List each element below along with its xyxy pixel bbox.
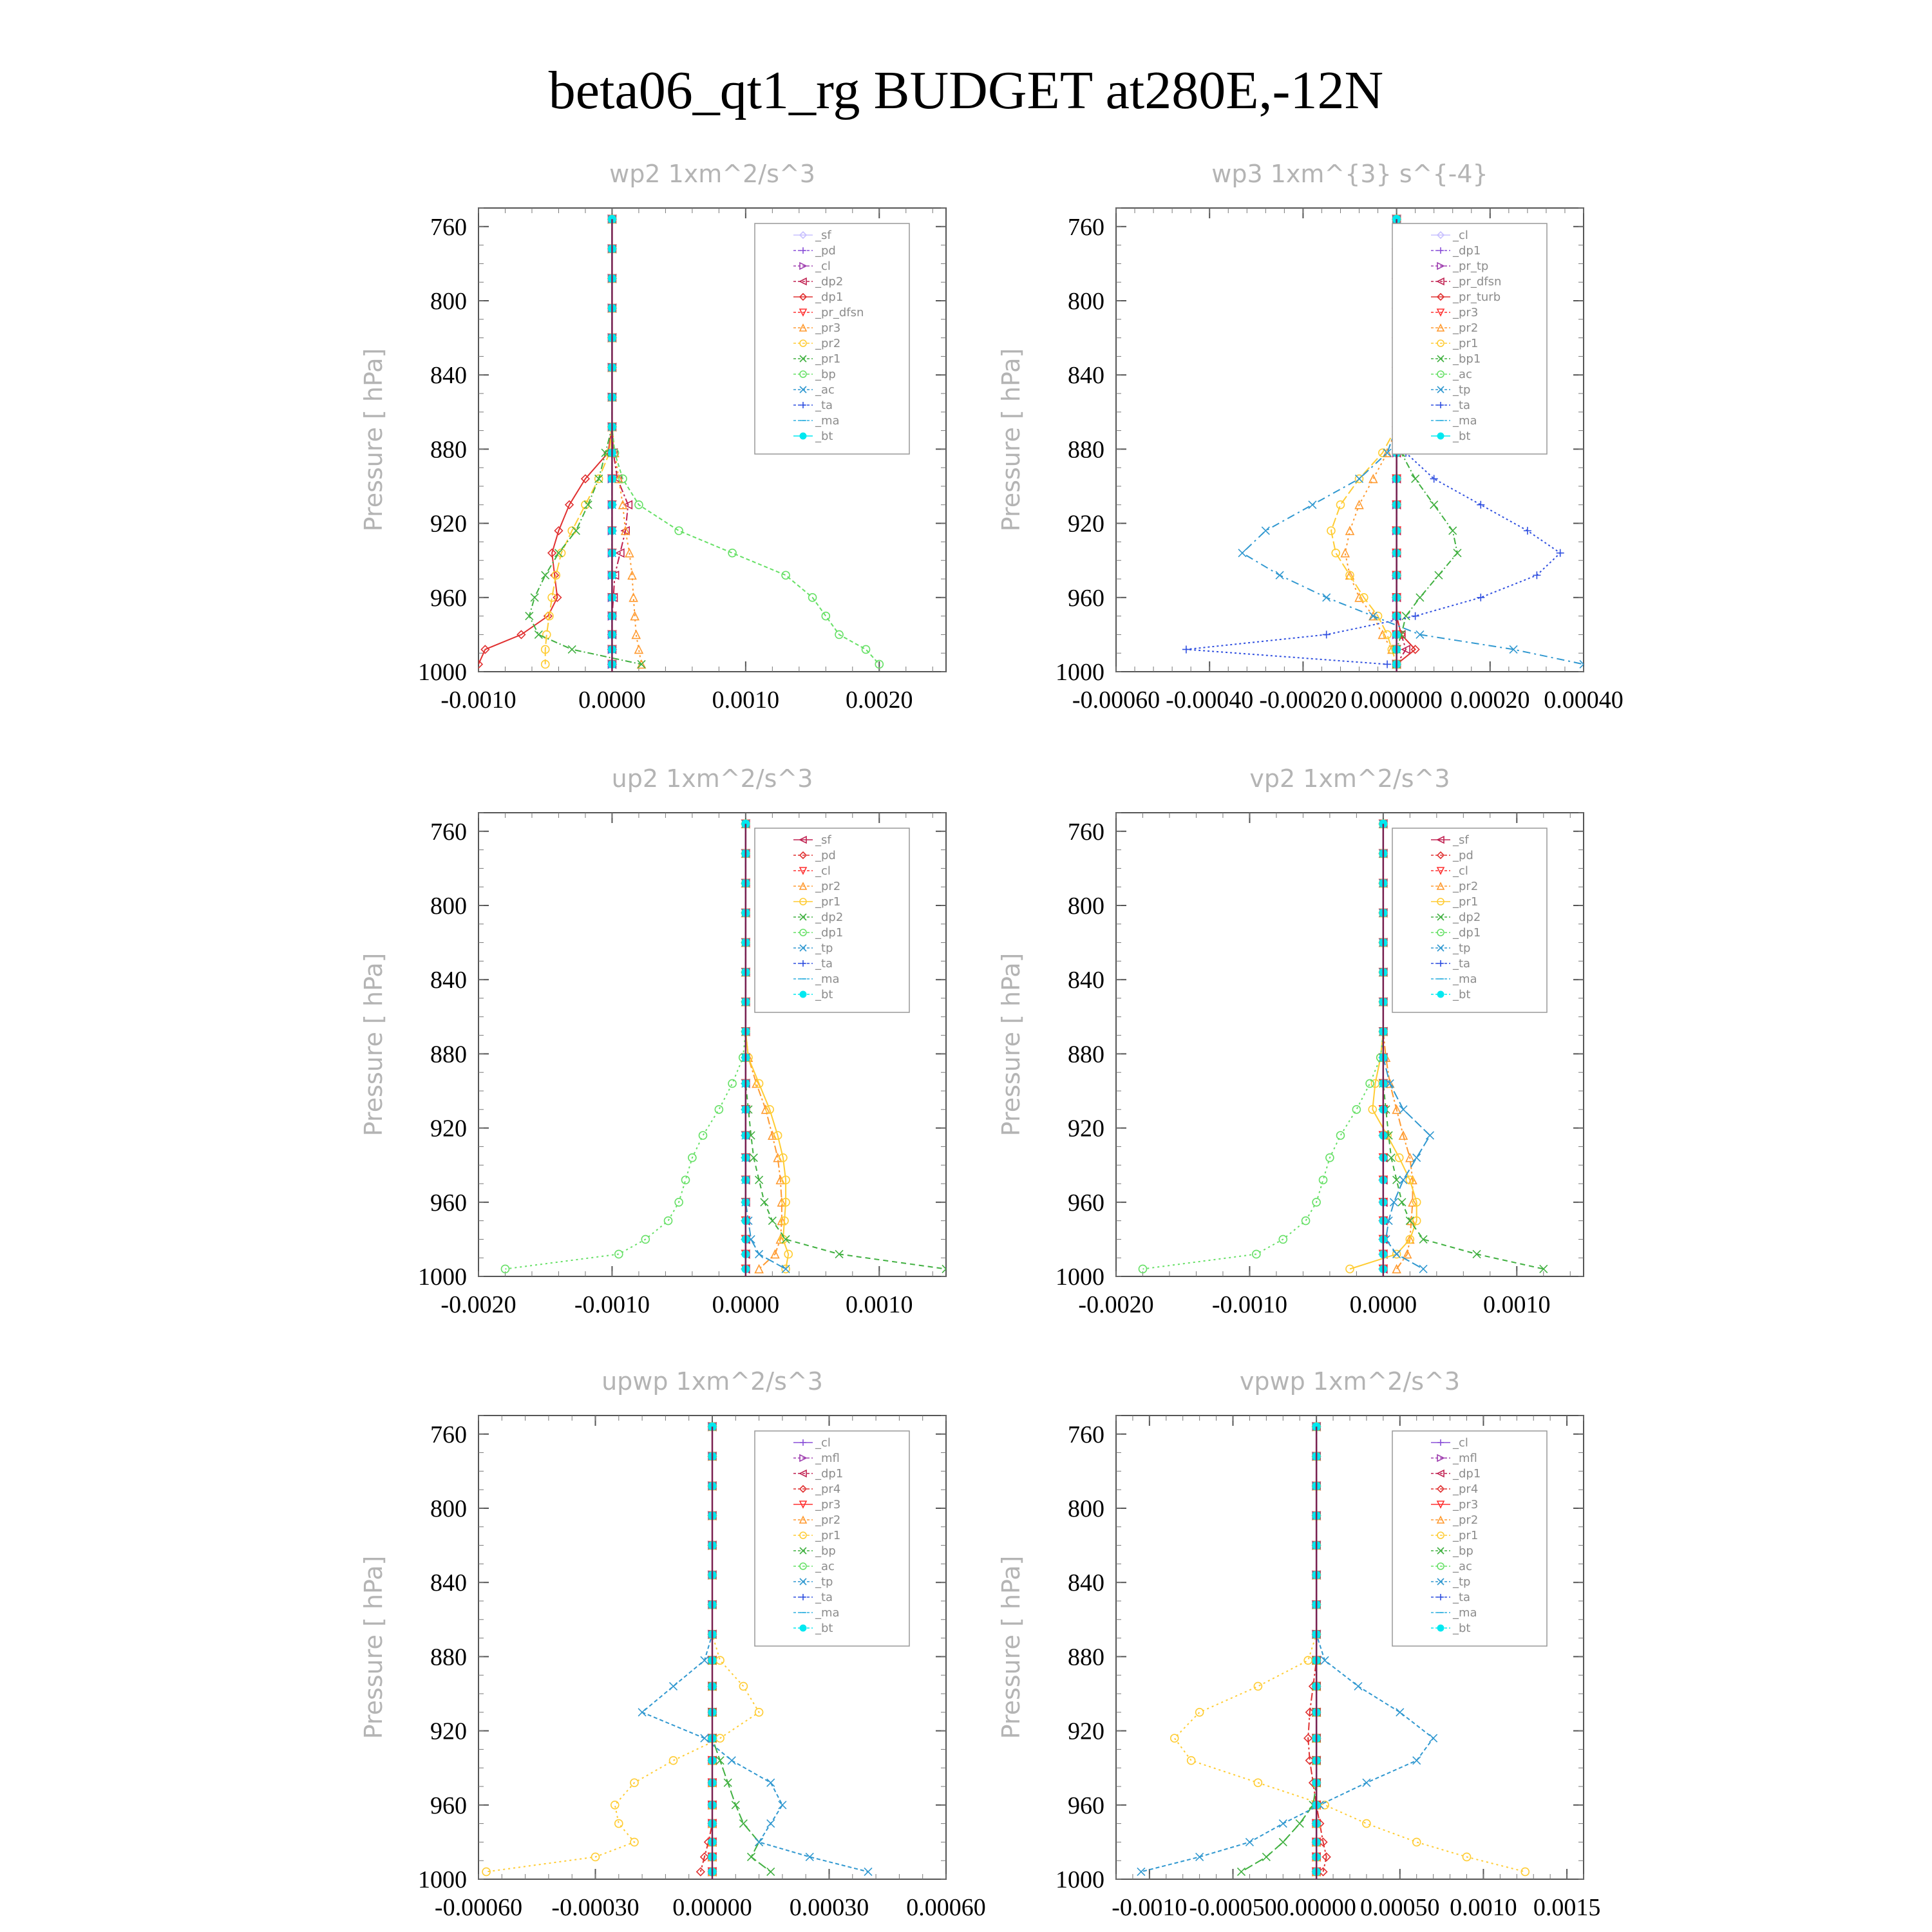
data-point-tp — [701, 1734, 708, 1742]
y-tick-label: 880 — [430, 1041, 467, 1068]
series-line-tp — [1141, 1426, 1434, 1871]
legend-label: _ac — [1453, 1560, 1472, 1573]
legend-label: _ta — [1453, 399, 1471, 412]
data-point-bp1 — [1454, 549, 1461, 557]
data-point-tp — [1399, 1106, 1407, 1113]
panel-title: vp2 1xm^2/s^3 — [1249, 764, 1450, 793]
data-point-ta — [1430, 475, 1438, 482]
data-point-dp1 — [728, 1079, 736, 1087]
data-point-bp — [782, 571, 790, 579]
x-tick-label: -0.0010 — [440, 687, 516, 714]
x-tick-label: 0.0020 — [846, 687, 913, 714]
legend-label: _cl — [1453, 864, 1468, 878]
legend-label: _cl — [815, 260, 831, 273]
panel-title: vpwp 1xm^2/s^3 — [1239, 1367, 1461, 1396]
data-point-pr1 — [1332, 549, 1340, 557]
data-point-dp2 — [761, 1198, 768, 1206]
y-tick-label: 800 — [430, 1495, 467, 1522]
data-point-tp — [638, 1709, 646, 1716]
y-tick-label: 840 — [430, 1569, 467, 1597]
legend-label: _pr3 — [815, 1498, 841, 1511]
data-point-tp — [1426, 1132, 1434, 1139]
data-point-bp — [1262, 1853, 1270, 1861]
data-point-bp — [748, 1853, 755, 1861]
data-point-pr1 — [526, 612, 533, 620]
data-point-tp — [1363, 1779, 1370, 1786]
x-tick-label: 0.0010 — [1450, 1894, 1517, 1921]
data-point-bp1 — [1402, 612, 1410, 620]
y-tick-label: 840 — [1068, 362, 1104, 390]
y-tick-label: 920 — [1068, 1718, 1104, 1745]
y-tick-label: 960 — [430, 584, 467, 612]
x-tick-label: -0.00060 — [1072, 687, 1160, 714]
x-tick-label: 0.0015 — [1533, 1894, 1601, 1921]
legend-label: _bp — [815, 1544, 836, 1558]
data-point-tp — [755, 1250, 763, 1258]
legend-label: _cl — [815, 1436, 831, 1450]
legend-label: _pd — [815, 244, 836, 258]
data-point-tp — [670, 1682, 677, 1690]
data-point-tp — [1419, 1265, 1427, 1273]
panel-title: wp2 1xm^2/s^3 — [609, 160, 815, 188]
legend-label: _pr1 — [815, 895, 841, 909]
data-point-tp — [1369, 612, 1377, 620]
y-tick-label: 1000 — [1056, 1264, 1104, 1291]
legend-label: _pr1 — [1453, 1529, 1479, 1542]
data-point-pr1 — [1188, 1757, 1195, 1765]
legend-label: _pr_tp — [1453, 260, 1489, 273]
data-point-pr1 — [572, 527, 580, 535]
data-point-tp — [1279, 1820, 1287, 1828]
data-point-tp — [1276, 571, 1283, 579]
data-point-tp — [1309, 501, 1316, 509]
y-tick-label: 840 — [1068, 967, 1104, 994]
y-tick-label: 1000 — [418, 1264, 467, 1291]
data-point-pr1 — [1304, 1656, 1312, 1664]
data-point-ta — [1477, 594, 1484, 601]
panel-4 — [997, 764, 1584, 1318]
legend-label: _dp1 — [1453, 926, 1481, 940]
legend-label: _cl — [815, 864, 831, 878]
legend-label: _ma — [815, 972, 840, 986]
x-tick-label: 0.000000 — [1350, 687, 1443, 714]
data-point-dp2 — [1398, 1198, 1406, 1206]
y-tick-label: 960 — [430, 1792, 467, 1819]
legend-label: _ta — [815, 957, 833, 971]
legend-label: _ta — [815, 399, 833, 412]
x-tick-label: 0.0000 — [1349, 1291, 1417, 1318]
legend-label: _cl — [1453, 229, 1468, 242]
series-line-bp — [1242, 1426, 1317, 1871]
data-point-ta — [1412, 612, 1419, 620]
panel-title: wp3 1xm^{3} s^{-4} — [1211, 160, 1488, 188]
data-point-pr1 — [670, 1757, 677, 1765]
legend-label: _pr3 — [1453, 306, 1479, 319]
data-point-bp — [716, 1757, 724, 1765]
legend-label: _ta — [1453, 1591, 1471, 1604]
legend-label: _ac — [1453, 368, 1472, 381]
series-line-dp1 — [506, 824, 746, 1269]
data-point-tp — [1196, 1853, 1204, 1861]
data-point-ta — [1477, 501, 1484, 509]
legend-label: _tp — [815, 942, 833, 955]
figure-title: beta06_qt1_rg BUDGET at280E,-12N — [548, 61, 1384, 120]
y-axis-label: Pressure [ hPa] — [359, 952, 388, 1137]
panels — [359, 160, 1624, 1921]
data-point-tp — [1245, 1838, 1253, 1846]
legend-label: _bp — [815, 368, 836, 381]
data-point-pr1 — [542, 571, 549, 579]
series-line-pr2 — [545, 219, 612, 664]
data-point-pr2 — [1341, 549, 1349, 557]
legend-label: _dp2 — [815, 911, 844, 924]
legend-label: _pr4 — [815, 1482, 841, 1496]
data-point-dp1 — [715, 1106, 723, 1113]
y-tick-label: 960 — [430, 1189, 467, 1217]
data-point-bp — [732, 1801, 739, 1809]
legend-marker — [1437, 433, 1444, 439]
y-tick-label: 880 — [430, 436, 467, 464]
data-point-dp1 — [1366, 1079, 1374, 1087]
data-point-pr1 — [1336, 501, 1344, 509]
data-point-pr1 — [716, 1656, 724, 1664]
panel-1 — [359, 160, 946, 714]
data-point-dp1 — [1352, 1106, 1360, 1113]
data-point-tp — [1390, 1198, 1397, 1206]
legend-label: _cl — [1453, 1436, 1468, 1450]
legend-label: _sf — [815, 229, 831, 242]
data-point-ta — [1533, 571, 1540, 579]
y-tick-label: 760 — [1068, 213, 1104, 241]
data-point-pr1 — [535, 630, 542, 638]
data-point-dp1 — [1336, 1132, 1344, 1139]
series-line-dp1 — [478, 219, 612, 664]
legend-label: _mfl — [815, 1452, 840, 1465]
x-tick-label: -0.0020 — [1078, 1291, 1154, 1318]
y-axis-label: Pressure [ hPa] — [359, 1555, 388, 1739]
y-tick-label: 800 — [1068, 1495, 1104, 1522]
legend-label: _pr2 — [815, 1513, 841, 1527]
x-tick-label: -0.0010 — [1112, 1894, 1188, 1921]
legend-label: _pr1 — [1453, 337, 1479, 350]
y-tick-label: 760 — [1068, 818, 1104, 846]
y-tick-label: 1000 — [1056, 659, 1104, 686]
legend-label: _tp — [1453, 942, 1471, 955]
x-tick-label: 0.00040 — [1544, 687, 1624, 714]
panel-title: up2 1xm^2/s^3 — [611, 764, 813, 793]
legend — [755, 828, 909, 1012]
y-tick-label: 760 — [430, 213, 467, 241]
data-point-pr2 — [755, 1265, 763, 1273]
legend-label: _bt — [815, 1622, 833, 1635]
y-tick-label: 880 — [1068, 436, 1104, 464]
legend-label: _bt — [815, 988, 833, 1001]
y-tick-label: 880 — [430, 1643, 467, 1671]
legend-marker — [800, 1625, 806, 1631]
x-tick-label: 0.00000 — [672, 1894, 752, 1921]
data-point-pr1 — [1521, 1868, 1529, 1875]
y-tick-label: 1000 — [418, 1866, 467, 1893]
data-point-bp — [739, 1820, 747, 1828]
legend-label: _bt — [1453, 1622, 1471, 1635]
legend-label: _pr3 — [1453, 1498, 1479, 1511]
data-point-pr1 — [615, 1820, 623, 1828]
data-point-bp — [767, 1868, 775, 1875]
data-point-bp1 — [1435, 571, 1443, 579]
y-tick-label: 800 — [1068, 288, 1104, 315]
y-tick-label: 1000 — [418, 659, 467, 686]
data-point-tp — [1430, 1734, 1437, 1742]
data-point-pr2 — [1369, 475, 1377, 482]
x-tick-label: 0.00030 — [789, 1894, 869, 1921]
y-tick-label: 920 — [1068, 1115, 1104, 1142]
data-point-bp — [1296, 1820, 1303, 1828]
legend-marker — [1437, 1625, 1444, 1631]
series-line-pr1 — [1331, 219, 1397, 664]
data-point-pr3 — [629, 571, 636, 579]
legend-label: _sf — [1453, 833, 1469, 847]
legend-label: _pr_dfsn — [815, 306, 864, 319]
data-point-bp — [724, 1779, 732, 1786]
series-line-pr1 — [486, 1426, 759, 1871]
y-tick-label: 960 — [1068, 1189, 1104, 1217]
series-line-dp1 — [1143, 824, 1383, 1269]
legend-label: _tp — [1453, 1575, 1471, 1589]
data-point-bp1 — [1449, 527, 1457, 535]
data-point-tp — [1262, 527, 1269, 535]
data-point-tp — [1354, 1682, 1362, 1690]
x-tick-label: 0.00000 — [1276, 1894, 1356, 1921]
legend-label: _ma — [815, 1606, 840, 1620]
legend-label: _sf — [815, 833, 831, 847]
y-tick-label: 960 — [1068, 1792, 1104, 1819]
legend — [1392, 223, 1547, 454]
legend-label: _pd — [815, 849, 836, 862]
data-point-bp — [675, 527, 683, 535]
data-point-pr3 — [632, 630, 640, 638]
x-tick-label: -0.0010 — [1211, 1291, 1288, 1318]
data-point-tp — [1238, 549, 1246, 557]
data-point-pr1 — [568, 645, 576, 653]
legend-label: _ac — [815, 383, 835, 397]
legend-label: _pr1 — [815, 1529, 841, 1542]
legend-label: _pr2 — [1453, 321, 1479, 335]
data-point-dp1 — [1302, 1217, 1310, 1225]
x-tick-label: -0.00060 — [434, 1894, 523, 1921]
legend-label: _ta — [1453, 957, 1471, 971]
data-point-pr1 — [1413, 1838, 1421, 1846]
data-point-dp1 — [699, 1132, 706, 1139]
data-point-pr1 — [1254, 1682, 1262, 1690]
data-point-tp — [1393, 1250, 1401, 1258]
y-axis-label: Pressure [ hPa] — [359, 348, 388, 532]
legend-label: _bp1 — [1453, 352, 1481, 366]
x-tick-label: -0.00030 — [551, 1894, 639, 1921]
legend-label: _pr2 — [1453, 1513, 1479, 1527]
data-point-bp — [822, 612, 829, 620]
data-point-ta — [1383, 660, 1391, 668]
data-point-ta — [1524, 527, 1531, 535]
data-point-pr1 — [1171, 1734, 1179, 1742]
data-point-tp — [779, 1801, 786, 1809]
y-tick-label: 760 — [430, 818, 467, 846]
data-point-tp — [767, 1820, 775, 1828]
y-tick-label: 1000 — [1056, 1866, 1104, 1893]
x-tick-label: -0.0020 — [440, 1291, 516, 1318]
data-point-bp1 — [1430, 501, 1438, 509]
x-tick-label: 0.00050 — [1360, 1894, 1440, 1921]
data-point-tp — [1137, 1868, 1145, 1875]
data-point-pr1 — [1363, 1820, 1370, 1828]
legend-label: _ta — [815, 1591, 833, 1604]
y-tick-label: 960 — [1068, 584, 1104, 612]
legend-label: _pr1 — [815, 352, 841, 366]
data-point-dp2 — [1419, 1235, 1427, 1243]
panel-6 — [997, 1367, 1600, 1921]
legend-label: _tp — [1453, 383, 1471, 397]
data-point-ta — [1323, 630, 1331, 638]
legend-label: _dp2 — [815, 275, 844, 289]
y-tick-label: 840 — [1068, 1569, 1104, 1597]
legend-marker — [1437, 991, 1444, 998]
panel-2 — [997, 160, 1624, 714]
legend-label: _ma — [1453, 972, 1477, 986]
data-point-dp1 — [682, 1176, 690, 1184]
y-axis-label: Pressure [ hPa] — [997, 952, 1025, 1137]
panel-5 — [359, 1367, 986, 1921]
data-point-dp2 — [768, 1217, 776, 1225]
data-point-bp — [1279, 1838, 1287, 1846]
data-point-tp — [1321, 1656, 1329, 1664]
data-point-bp1 — [1416, 594, 1424, 601]
y-tick-label: 920 — [430, 510, 467, 538]
legend-label: _pd — [1453, 849, 1473, 862]
x-tick-label: 0.00020 — [1450, 687, 1530, 714]
data-point-bp — [862, 645, 870, 653]
legend-label: _pr4 — [1453, 1482, 1479, 1496]
data-point-ta — [1182, 645, 1190, 653]
legend — [755, 223, 909, 454]
legend-label: _dp1 — [1453, 1467, 1481, 1481]
data-point-tp — [1396, 1709, 1404, 1716]
data-point-tp — [1356, 475, 1363, 482]
x-tick-label: -0.00020 — [1259, 687, 1347, 714]
y-tick-label: 880 — [1068, 1643, 1104, 1671]
legend-label: _pr2 — [1453, 880, 1479, 893]
legend-label: _ac — [815, 1560, 835, 1573]
legend-label: _bt — [1453, 988, 1471, 1001]
data-point-tp — [767, 1779, 775, 1786]
data-point-tp — [1413, 1154, 1421, 1162]
data-point-tp — [1413, 1757, 1421, 1765]
x-tick-label: 0.0000 — [578, 687, 646, 714]
data-point-tp — [864, 1868, 872, 1875]
y-tick-label: 920 — [430, 1115, 467, 1142]
legend-label: _dp1 — [1453, 244, 1481, 258]
y-tick-label: 760 — [1068, 1421, 1104, 1448]
data-point-dp1 — [1320, 1176, 1327, 1184]
legend-label: _ma — [1453, 1606, 1477, 1620]
y-tick-label: 920 — [430, 1718, 467, 1745]
legend-label: _pr2 — [815, 880, 841, 893]
y-tick-label: 800 — [1068, 893, 1104, 920]
data-point-tp — [728, 1757, 735, 1765]
legend-label: _bt — [815, 430, 833, 443]
legend-marker — [800, 433, 806, 439]
data-point-tp — [1323, 594, 1331, 601]
data-point-pr1 — [1196, 1709, 1204, 1716]
y-tick-label: 800 — [430, 288, 467, 315]
x-tick-label: 0.0010 — [712, 687, 780, 714]
data-point-bp1 — [1412, 475, 1419, 482]
x-tick-label: 0.0010 — [846, 1291, 913, 1318]
x-tick-label: -0.00050 — [1189, 1894, 1277, 1921]
data-point-bp — [1237, 1868, 1245, 1875]
legend-label: _ma — [815, 414, 840, 428]
legend-label: _tp — [815, 1575, 833, 1589]
x-tick-label: 0.0010 — [1483, 1291, 1551, 1318]
y-tick-label: 840 — [430, 362, 467, 390]
legend-label: _pr_turb — [1453, 290, 1501, 304]
data-point-dp1 — [665, 1217, 672, 1225]
series-line-pr1 — [529, 219, 641, 664]
legend — [1392, 828, 1547, 1012]
data-point-pr1 — [595, 475, 603, 482]
legend-label: _dp2 — [1453, 911, 1481, 924]
legend — [755, 1431, 909, 1646]
panel-title: upwp 1xm^2/s^3 — [601, 1367, 823, 1396]
y-tick-label: 920 — [1068, 510, 1104, 538]
legend-marker — [800, 991, 806, 998]
legend-label: _pr2 — [815, 337, 841, 350]
legend-label: _mfl — [1453, 1452, 1477, 1465]
legend-label: _pr_dfsn — [1453, 275, 1502, 289]
legend-label: _bt — [1453, 430, 1471, 443]
x-tick-label: 0.0000 — [712, 1291, 780, 1318]
legend-label: _pr3 — [815, 321, 841, 335]
legend-label: _dp1 — [815, 290, 844, 304]
legend-label: _dp1 — [815, 1467, 844, 1481]
y-tick-label: 760 — [430, 1421, 467, 1448]
data-point-tp — [701, 1656, 708, 1664]
panel-3 — [359, 764, 950, 1318]
legend-label: _ma — [1453, 414, 1477, 428]
x-tick-label: -0.00040 — [1166, 687, 1254, 714]
x-tick-label: 0.00060 — [906, 1894, 986, 1921]
legend-label: _pr1 — [1453, 895, 1479, 909]
x-tick-label: -0.0010 — [574, 1291, 650, 1318]
data-point-tp — [1383, 449, 1391, 457]
data-point-tp — [755, 1838, 763, 1846]
data-point-bp — [728, 549, 736, 557]
legend-label: _dp1 — [815, 926, 844, 940]
y-axis-label: Pressure [ hPa] — [997, 348, 1025, 532]
y-tick-label: 800 — [430, 893, 467, 920]
legend — [1392, 1431, 1547, 1646]
y-tick-label: 880 — [1068, 1041, 1104, 1068]
data-point-pr1 — [531, 594, 538, 601]
y-axis-label: Pressure [ hPa] — [997, 1555, 1025, 1739]
y-tick-label: 840 — [430, 967, 467, 994]
legend-label: _bp — [1453, 1544, 1473, 1558]
